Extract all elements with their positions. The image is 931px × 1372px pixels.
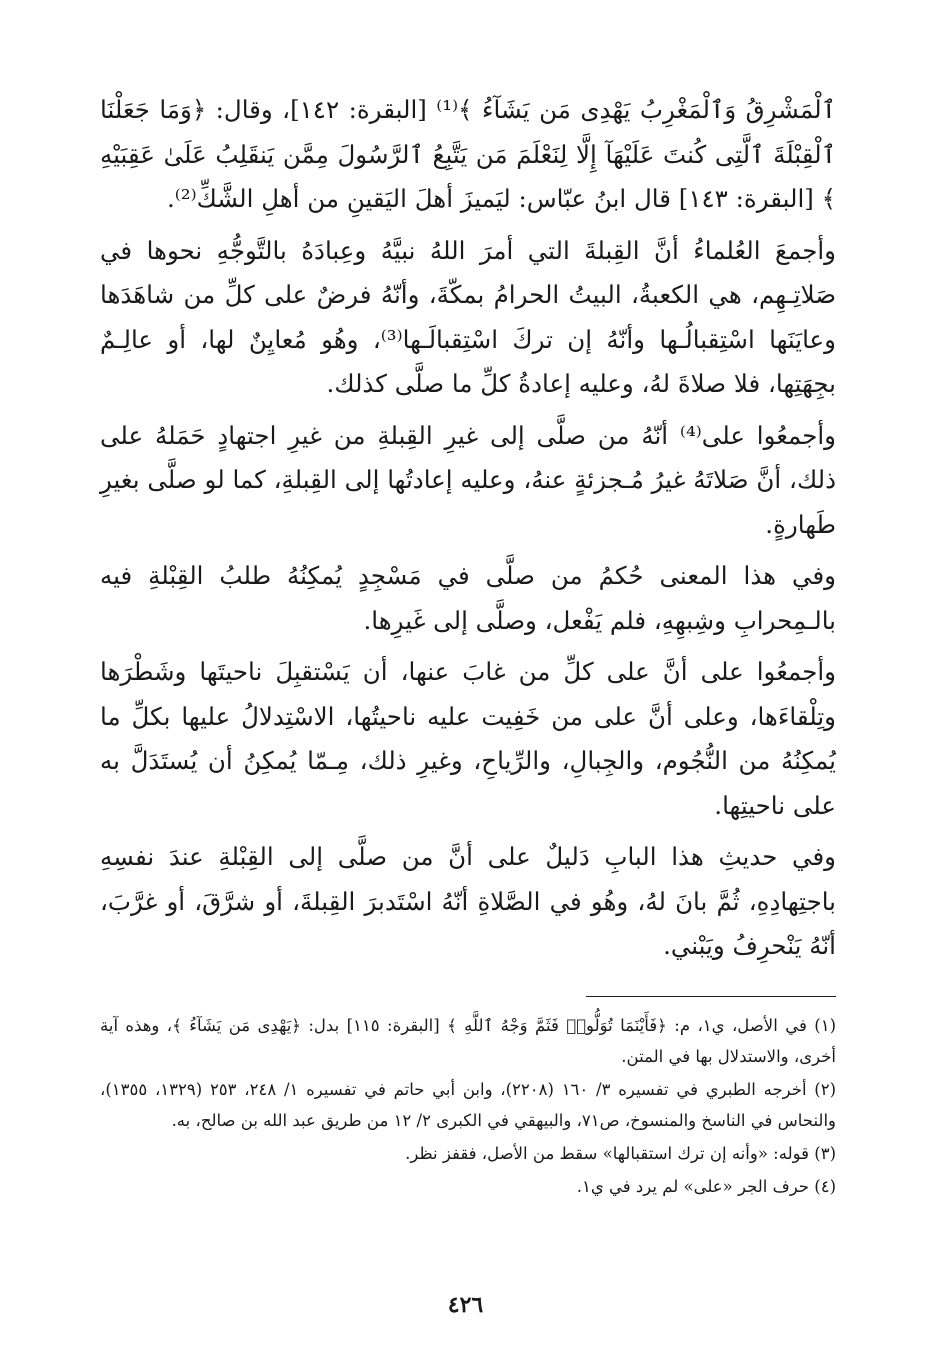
footnote-4: (٤) حرف الجر «على» لم يرد في ي١. (576, 1177, 836, 1196)
main-text (100, 88, 836, 976)
footnote-2: (٢) أخرجه الطبري في تفسيره ٣/ ١٦٠ (٢٢٠٨)، وابن أبي حاتم في تفسيره ١/ ٢٤٨، ٢٥٣ (١٣٢٩، ١٣٥٥)، والنحاس في الناسخ والمنسوخ، ص٧١، والبيهقي في الكبرى ٢/ ١٢ من طريق عبد الله بن صالح، به. (100, 1080, 837, 1130)
paragraph-1: ٱلْمَشْرِقُ وَٱلْمَغْرِبُ يَهْدِى مَن يَشَآءُ ﴾⁽¹⁾ [البقرة: ١٤٢]، وقال: ﴿وَمَا جَعَلْنَا ٱلْقِبْلَةَ ٱلَّتِى كُنتَ عَلَيْهَآ إِلَّا لِنَعْلَمَ مَن يَتَّبِعُ ٱلرَّسُولَ مِمَّن يَنقَلِبُ عَلَىٰ عَقِبَيْهِ ﴾ [البقرة: ١٤٣] قال ابنُ عبّاس: ليَميزَ أهلَ اليَقينِ من أهلِ الشَّكِّ⁽²⁾. (100, 95, 836, 213)
footnotes (100, 1010, 836, 1204)
footnote-separator (586, 996, 836, 997)
paragraph-2: وأجمعَ العُلماءُ أنَّ القِبلةَ التي أمرَ اللهُ نبيَّهُ وعِبادَهُ بالتَّوجُّهِ نحوها في صَلاتِـهِم، هي الكعبةُ، البيتُ الحرامُ بمكّةَ، وأنّهُ فرضٌ على كلِّ من شاهَدَها وعايَنَها اسْتِقبالُـها وأنّهُ إن تركَ اسْتِقبالَـها⁽³⁾، وهُو مُعايِنٌ لها، أو عالِـمٌ بجِهَتِها، فلا صلاةَ لهُ، وعليه إعادةُ كلِّ ما صلَّى كذلك. (100, 235, 836, 398)
paragraph-3: وأجمعُوا على⁽⁴⁾ أنّهُ من صلَّى إلى غيرِ القِبلةِ من غيرِ اجتهادٍ حَمَلهُ على ذلك، أنَّ صَلاتَهُ غيرُ مُـجزئةٍ عنهُ، وعليه إعادتُها إلى القِبلةِ، كما لو صلَّى بغيرِ طَهارةٍ. (100, 420, 836, 539)
paragraph-5: وأجمعُوا على أنَّ على كلِّ من غابَ عنها، أن يَسْتقبِلَ ناحيتَها وشَطْرَها وتِلْقاءَها، وعلى أنَّ على من خَفِيت عليه ناحيتُها، الاسْتِدلالُ عليها بكلِّ ما يُمكِنُهُ من النُّجُوم، والجِبالِ، والرِّياحِ، وغيرِ ذلك، مِـمّا يُمكِنُ أن يُستَدَلَّ به على ناحيتِها. (100, 657, 836, 820)
page-number: ٤٢٦ (447, 1292, 484, 1318)
paragraph-6: وفي حديثِ هذا البابِ دَليلٌ على أنَّ من صلَّى إلى القِبْلةِ عندَ نفسِهِ باجتِهادِهِ، ثُمَّ بانَ لهُ، وهُو في الصَّلاةِ أنّهُ اسْتَدبرَ القِبلةَ، أو شرَّقَ، أو غرَّبَ، أنّهُ يَنْحرِفُ ويَبْني. (100, 842, 836, 960)
footnote-1: (١) في الأصل، ي١، م: ﴿فَأَيْنَمَا تُوَلُّوا۟ فَثَمَّ وَجْهُ ٱللَّهِ ﴾ [البقرة: ١١٥] بدل: ﴿يَهْدِى مَن يَشَآءُ ﴾، وهذه آية أخرى، والاستدلال بها في المتن. (100, 1016, 836, 1066)
paragraph-4: وفي هذا المعنى حُكمُ من صلَّى في مَسْجِدٍ يُمكِنُهُ طلبُ القِبْلةِ فيه بالـمِحرابِ وشِبهِهِ، فلم يَفْعل، وصلَّى إلى غَيرِها. (100, 561, 836, 635)
footnote-3: (٣) قوله: «وأنه إن ترك استقبالها» سقط من الأصل، فقفز نظر. (405, 1144, 836, 1163)
